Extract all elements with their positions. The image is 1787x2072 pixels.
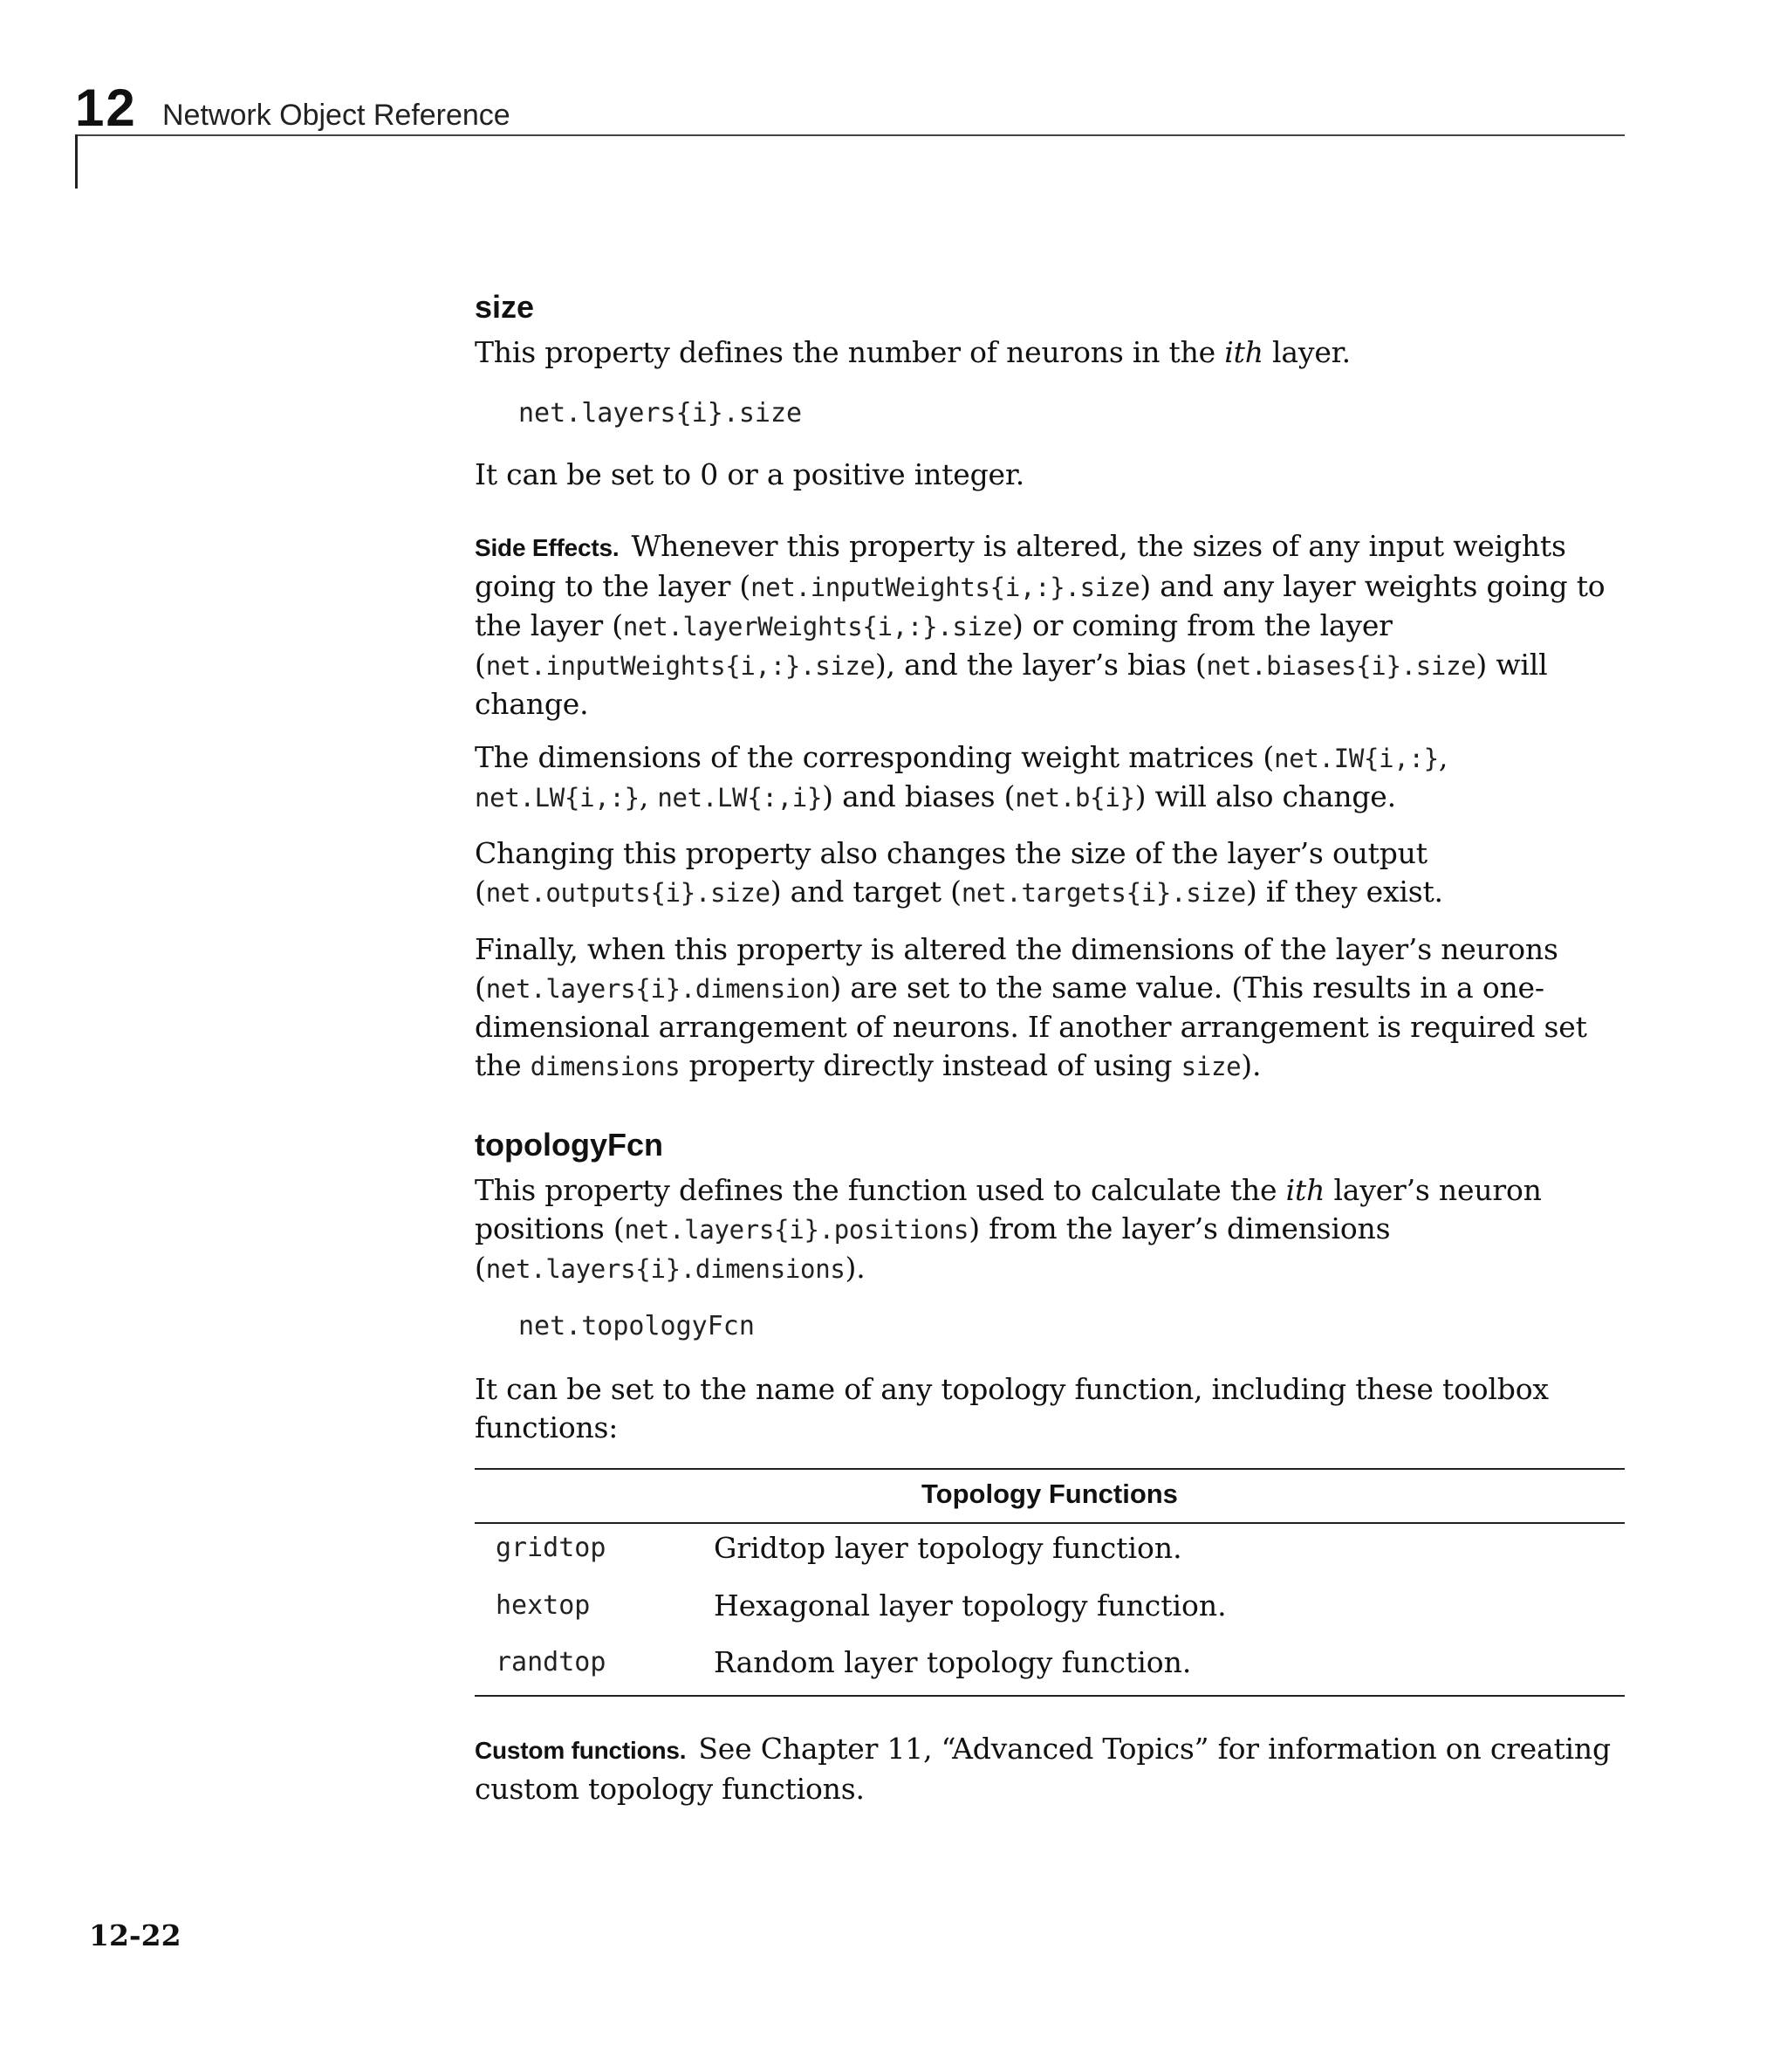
function-description: Gridtop layer topology function.	[714, 1531, 1182, 1565]
custom-functions-label: Custom functions.	[475, 1737, 687, 1764]
table-bottom-rule	[475, 1695, 1625, 1697]
function-name: hextop	[496, 1590, 591, 1621]
table-top-rule	[475, 1468, 1625, 1470]
function-description: Random layer topology function.	[714, 1645, 1192, 1679]
topology-values-text: It can be set to the name of any topology function, including these toolbox functions:	[475, 1372, 1549, 1444]
chapter-number: 12	[75, 79, 137, 137]
final-paragraph: Finally, when this property is altered the dimensions of the layer’s neurons (net.layers{i}.dimension) are set to the same value. (This results in a one-dimensional arrangement of neurons. If another arrangement is required set the dimensions property directly instead of using size).	[475, 932, 1587, 1082]
custom-functions-paragraph: Custom functions. See Chapter 11, “Advanced Topics” for information on creating custom topology functions.	[475, 1732, 1611, 1806]
dimensions-paragraph: The dimensions of the corresponding weight matrices (net.IW{i,:}, net.LW{i,:}, net.LW{:,i}) and biases (net.b{i}) will also change.	[475, 740, 1448, 813]
chapter-title: Network Object Reference	[162, 99, 510, 132]
topology-code-example: net.topologyFcn	[518, 1311, 755, 1341]
side-effects-label: Side Effects.	[475, 534, 620, 561]
side-effects-paragraph: Side Effects. Whenever this property is altered, the sizes of any input weights going to the layer (net.inputWeights{i,:}.size) and any layer weights going to the layer (net.layerWeights{i,:}.size) or coming from the layer (net.inputWeights{i,:}.size), and the layer’s bias (net.biases{i}.size) will change.	[475, 529, 1606, 721]
size-heading: size	[475, 289, 535, 325]
header-tick-mark	[75, 134, 78, 189]
function-name: randtop	[496, 1647, 606, 1677]
topology-intro: This property defines the function used to calculate the ith layer’s neuron positions (net.layers{i}.positions) from the layer’s dimensions (net.layers{i}.dimensions).	[475, 1173, 1542, 1285]
page-number: 12-22	[89, 1918, 181, 1952]
size-intro: This property defines the number of neurons in the ith layer.	[475, 335, 1351, 369]
function-name: gridtop	[496, 1533, 606, 1563]
topology-heading: topologyFcn	[475, 1127, 663, 1163]
table-title: Topology Functions	[921, 1479, 1178, 1509]
size-values-text: It can be set to 0 or a positive integer.	[475, 457, 1025, 491]
function-description: Hexagonal layer topology function.	[714, 1588, 1227, 1623]
output-paragraph: Changing this property also changes the size of the layer’s output (net.outputs{i}.size) and target (net.targets{i}.size) if they exist.	[475, 836, 1443, 909]
header-rule	[75, 134, 1625, 136]
size-code-example: net.layers{i}.size	[518, 398, 803, 429]
table-header-rule	[475, 1522, 1625, 1524]
